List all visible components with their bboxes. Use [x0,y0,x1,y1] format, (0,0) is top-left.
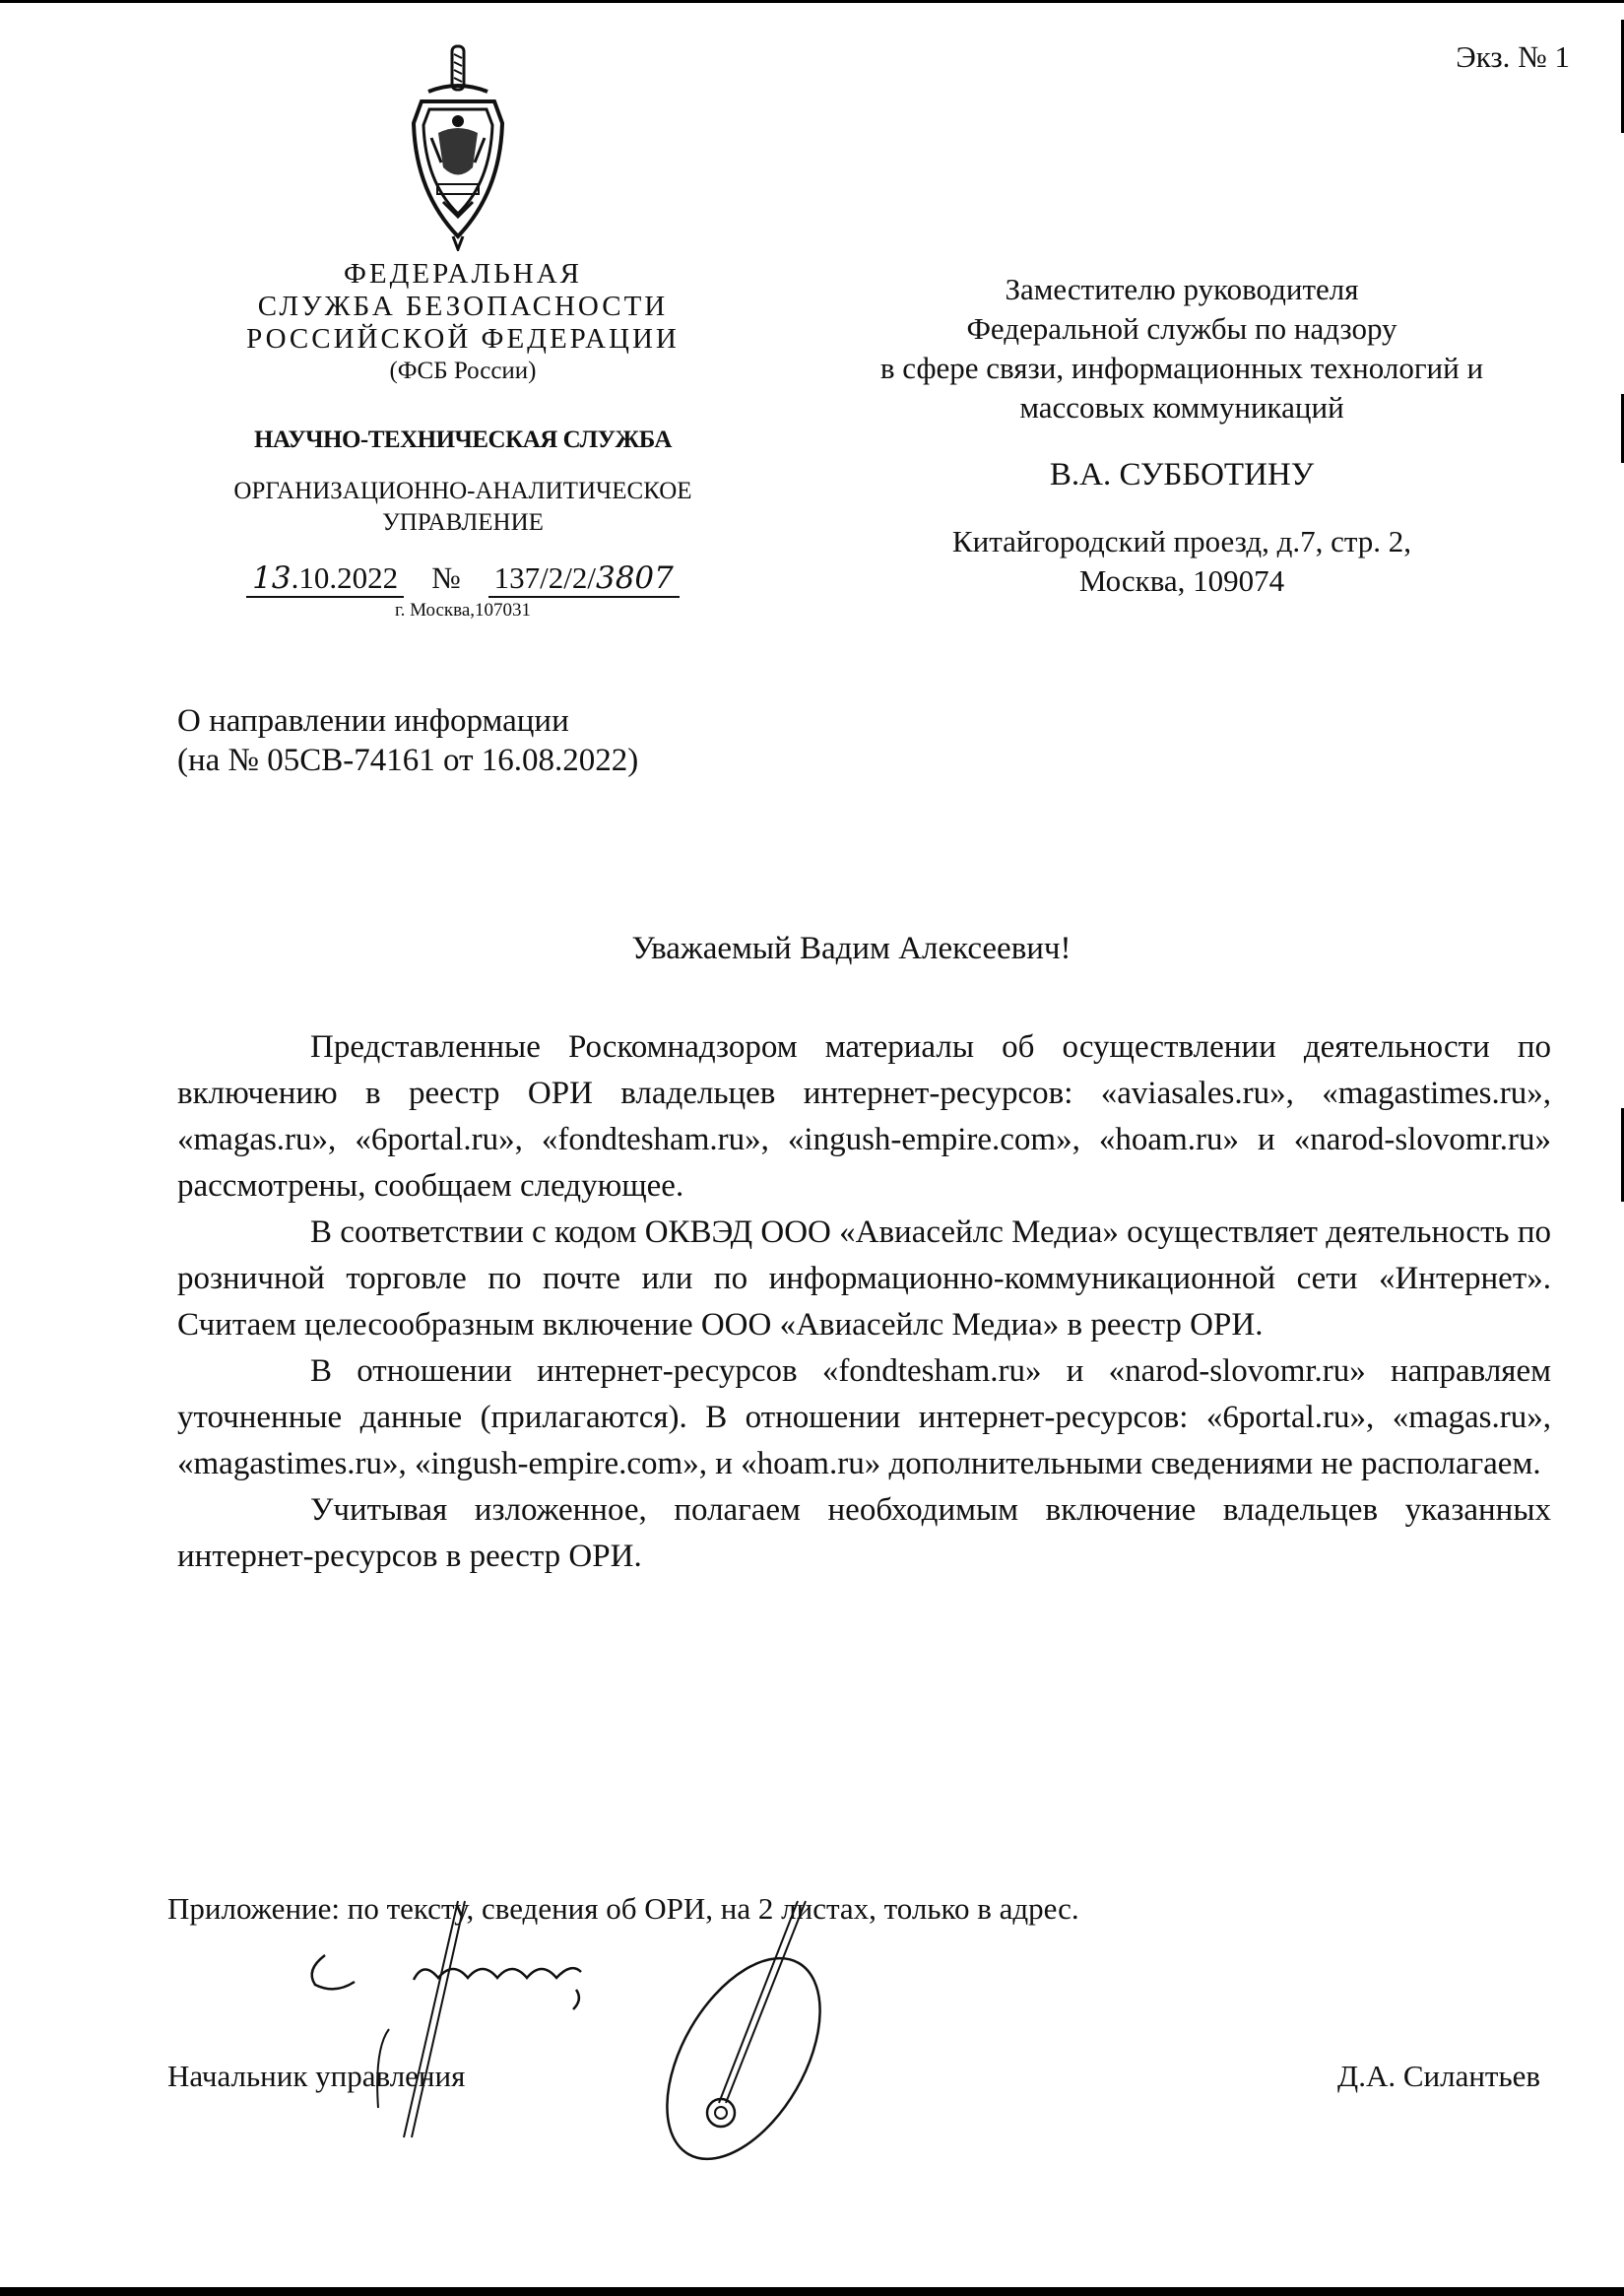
body-paragraph: Учитывая изложенное, полагаем необходимым включение владельцев указанных интернет-ресурсов в реестр ОРИ. [177,1492,1551,1574]
date-month-year: .10.2022 [291,560,399,595]
addressee-title-line: массовых коммуникаций [1019,390,1344,425]
body-paragraph: В соответствии с кодом ОКВЭД ООО «Авиасейлс Медиа» осуществляет деятельность по розничной торговле по почте или по информационно-коммуникационной сети «Интернет». Считаем целесообразным включение ООО «Авиасейлс Медиа» в реестр ОРИ. [177,1214,1551,1343]
handwritten-signature-icon [295,1862,985,2177]
attachment-note: Приложение: по тексту, сведения об ОРИ, на 2 листах, только в адрес. [167,1891,1079,1926]
scan-border-bottom [0,2287,1624,2296]
body-paragraph: В отношении интернет-ресурсов «fondtesham.ru» и «narod-slovomr.ru» направляем уточненные данные (прилагаются). В отношении интернет-ресурсов: «6portal.ru», «magas.ru», «magastimes.ru», «ingush-empire.com», и «hoam.ru» дополнительными сведениями не располагаем. [177,1353,1551,1481]
subdepartment-name: ОРГАНИЗАЦИОННО-АНАЛИТИЧЕСКОЕ УПРАВЛЕНИЕ [233,478,692,536]
copy-number: Экз. № 1 [1456,39,1570,74]
body-paragraph: Представленные Роскомнадзором материалы об осуществлении деятельности по включению в реестр ОРИ владельцев интернет-ресурсов: «aviasales.ru», «magastimes.ru», «magas.ru», «6portal.ru», «fondtesham.ru», «ingush-empire.com», «hoam.ru» и «narod-slovomr.ru» рассмотрены, сообщаем следующее. [177,1029,1551,1204]
org-name-line: СЛУЖБА БЕЗОПАСНОСТИ [257,291,669,322]
addressee-title-line: Федеральной службы по надзору [966,311,1397,346]
date-day-handwritten: 13 [252,560,292,596]
department-name: НАУЧНО-ТЕХНИЧЕСКАЯ СЛУЖБА [254,426,672,453]
signer-role: Начальник управления [167,2059,466,2093]
signature-block [0,1950,1624,2167]
addressee-title-line: Заместителю руководителя [1005,272,1359,306]
document-date [246,560,404,598]
salutation: Уважаемый Вадим Алексеевич! [631,931,1072,966]
number-label: № [431,560,461,595]
fsb-shield-emblem-icon [404,44,512,251]
subject-reference: (на № 05СВ-74161 от 16.08.2022) [177,743,639,778]
subject-line: О направлении информации [177,703,569,739]
org-name-line: ФЕДЕРАЛЬНАЯ [343,258,583,290]
registration-row [148,560,778,598]
addressee-address: Китайгородский проезд, д.7, стр. 2, Москва, 109074 [951,524,1412,598]
addressee-title-line: в сфере связи, информационных технологий и [879,351,1484,385]
addressee-block [798,270,1566,601]
org-abbrev: (ФСБ России) [389,358,537,384]
number-handwritten: 3807 [595,560,674,596]
sender-city: г. Москва,107031 [394,600,532,621]
addressee-name: В.А. СУББОТИНУ [1049,457,1315,492]
org-name-line: РОССИЙСКОЙ ФЕДЕРАЦИИ [246,323,680,355]
scan-border-top [0,0,1624,3]
subject-block [177,701,638,780]
document-number: 137/2/2/3807 [488,560,680,598]
letter-body [177,1024,1551,1580]
signer-name: Д.А. Силантьев [1337,2059,1540,2093]
sender-block [148,258,778,622]
